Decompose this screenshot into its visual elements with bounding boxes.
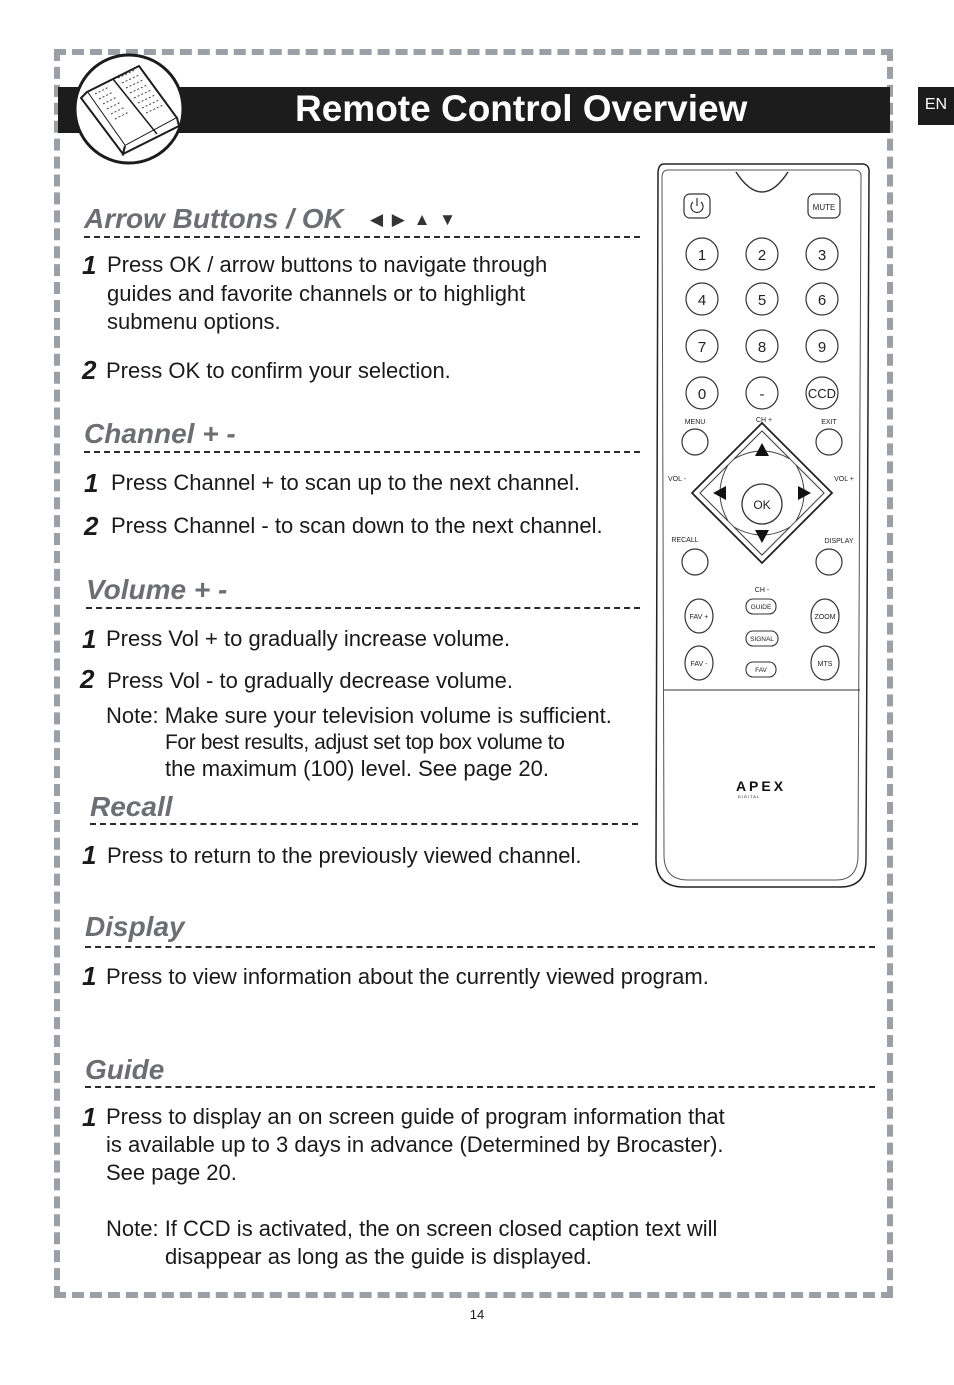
vol-minus-label: VOL - — [667, 476, 687, 483]
brand-logo: APEX — [735, 778, 787, 794]
exit-button — [816, 429, 842, 455]
ccd-label: CCD — [807, 386, 837, 401]
digit-label: 2 — [757, 247, 767, 264]
mts-label: MTS — [817, 661, 833, 668]
ch-minus-label: CH - — [754, 587, 770, 594]
menu-button — [682, 429, 708, 455]
display-button — [816, 549, 842, 575]
step-text: guides and favorite channels or to highlight — [107, 281, 526, 306]
language-badge: EN — [918, 87, 954, 125]
step-number: 2 — [84, 511, 99, 541]
menu-label: MENU — [684, 419, 706, 426]
step-text: Press to display an on screen guide of program information that — [106, 1104, 725, 1129]
step-text: Press OK to confirm your selection. — [106, 358, 451, 383]
step-text: Press Channel - to scan down to the next channel. — [111, 513, 603, 538]
digit-label: 5 — [757, 292, 767, 309]
digit-label: 0 — [697, 386, 707, 403]
step-text: is available up to 3 days in advance (Determined by Brocaster). — [106, 1132, 724, 1157]
digit-label: 3 — [817, 247, 827, 264]
note-text: disappear as long as the guide is displayed. — [165, 1244, 592, 1269]
recall-button — [682, 549, 708, 575]
step-number: 1 — [84, 468, 99, 498]
step-number: 1 — [82, 961, 97, 991]
section-rule — [84, 451, 640, 453]
vol-plus-label: VOL + — [834, 476, 854, 483]
remote-control-illustration — [650, 160, 872, 892]
exit-label: EXIT — [821, 419, 837, 426]
ok-label: OK — [753, 498, 771, 512]
step-number: 1 — [82, 1102, 97, 1132]
signal-label: SIGNAL — [750, 636, 774, 643]
zoom-label: ZOOM — [814, 614, 836, 621]
section-rule — [85, 946, 875, 948]
note-text: For best results, adjust set top box volume to — [165, 731, 565, 754]
display-label: DISPLAY — [824, 538, 854, 545]
section-title-channel: Channel + - — [84, 418, 236, 449]
section-title-display: Display — [85, 911, 185, 942]
brand-sub: DIGITAL — [737, 794, 761, 799]
step-text: See page 20. — [106, 1160, 237, 1185]
section-title-recall: Recall — [90, 791, 173, 822]
step-text: Press Vol + to gradually increase volume. — [106, 626, 511, 651]
step-number: 2 — [80, 664, 95, 694]
fav-minus-label: FAV - — [690, 661, 708, 668]
mute-label: MUTE — [812, 203, 836, 212]
fav-label: FAV — [755, 667, 767, 674]
note-text: the maximum (100) level. See page 20. — [165, 756, 549, 781]
ch-plus-label: CH + — [755, 417, 773, 424]
digit-label: 4 — [697, 292, 707, 309]
step-text: Press OK / arrow buttons to navigate through — [107, 252, 548, 277]
step-text: Press Channel + to scan up to the next channel. — [111, 470, 581, 495]
fav-plus-label: FAV + — [689, 614, 709, 621]
step-number: 2 — [82, 355, 97, 385]
step-text: Press Vol - to gradually decrease volume. — [107, 668, 513, 693]
section-title-guide: Guide — [85, 1054, 165, 1085]
guide-label: GUIDE — [750, 604, 772, 611]
digit-label: 9 — [817, 339, 827, 356]
digit-label: 8 — [757, 339, 767, 356]
note-text: Note: Make sure your television volume is sufficient. — [106, 703, 612, 728]
step-text: submenu options. — [107, 309, 281, 334]
arrow-glyphs: ◀ ▶ ▲ ▼ — [370, 210, 458, 229]
note-text: Note: If CCD is activated, the on screen closed caption text will — [106, 1216, 718, 1241]
section-rule — [90, 823, 638, 825]
digit-label: 7 — [697, 339, 707, 356]
page-number: 14 — [469, 1307, 485, 1322]
digit-label: 6 — [817, 292, 827, 309]
section-rule — [85, 1086, 875, 1088]
digit-label: - — [759, 386, 765, 403]
step-text: Press to return to the previously viewed channel. — [107, 843, 582, 868]
recall-label: RECALL — [671, 537, 699, 544]
book-icon — [73, 52, 185, 168]
step-number: 1 — [82, 840, 97, 870]
step-number: 1 — [82, 250, 97, 280]
digit-label: 1 — [697, 247, 707, 264]
page-title: Remote Control Overview — [295, 88, 748, 129]
step-number: 1 — [82, 624, 97, 654]
section-rule — [84, 236, 640, 238]
section-rule — [86, 607, 640, 609]
step-text: Press to view information about the currently viewed program. — [106, 964, 709, 989]
section-title-volume: Volume + - — [86, 574, 228, 605]
section-title-arrow: Arrow Buttons / OK — [84, 203, 344, 234]
